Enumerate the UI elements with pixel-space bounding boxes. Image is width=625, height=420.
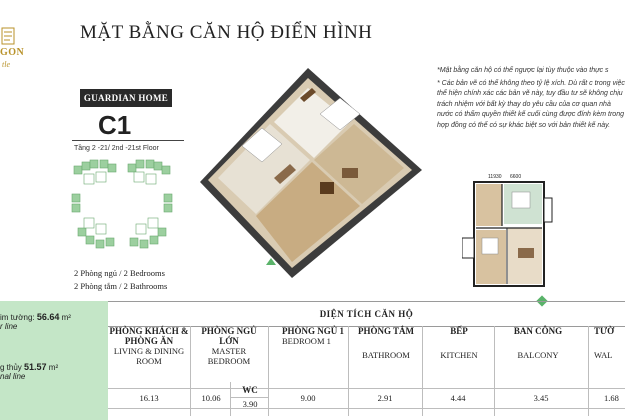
col-wall [594, 326, 625, 360]
floor-plan-3d [190, 62, 430, 280]
col-bathroom-vi: PHÒNG TẮM [357, 326, 415, 336]
col-kitchen [424, 326, 494, 360]
value-bathroom: 2.91 [377, 393, 393, 403]
col-master-en: MASTER BEDROOM [207, 346, 251, 366]
brand-bar: GUARDIAN HOME [80, 89, 172, 107]
net-area [0, 362, 58, 372]
col-bathroom-en: BATHROOM [362, 350, 410, 360]
wc-label: WC [242, 385, 258, 395]
value-living: 16.13 [139, 393, 159, 403]
logo-subtitle: tle [2, 60, 10, 69]
value-wall: 1.68 [604, 393, 619, 403]
dim-right: 6600 [510, 174, 522, 180]
floor-plan-2d [462, 178, 562, 294]
col-master [192, 326, 266, 366]
divider [72, 140, 184, 141]
col-wall-vi: TƯỜ [594, 326, 615, 336]
gross-area-en: r line [0, 322, 18, 331]
building-key-plan [70, 158, 185, 258]
col-kitchen-vi: BẾP [450, 326, 468, 336]
row-divider [108, 408, 625, 409]
col-bathroom [350, 326, 422, 360]
wc-divider [230, 397, 268, 398]
floor-range: Tầng 2 -21/ 2nd -21st Floor [74, 145, 159, 152]
net-area-label: g thủy [0, 363, 25, 372]
col-wall-en: WAL [594, 350, 613, 360]
col-kitchen-en: KITCHEN [440, 350, 478, 360]
bedrooms-count: 2 Phòng ngủ / 2 Bedrooms [74, 268, 165, 278]
col-balcony-en: BALCONY [517, 350, 559, 360]
col-living-en: LIVING & DINING ROOM [113, 346, 185, 366]
bathrooms-count: 2 Phòng tắm / 2 Bathrooms [74, 281, 168, 291]
row-divider [108, 388, 625, 389]
gross-area-label: im tường: [0, 313, 37, 322]
north-arrow [266, 258, 276, 265]
table-header: DIỆN TÍCH CĂN HỘ [108, 301, 625, 327]
col-living [108, 326, 190, 366]
col-divider [190, 326, 191, 416]
col-bedroom1-vi: PHÒNG NGỦ 1 [282, 326, 344, 336]
gross-area-value: 56.64 [36, 312, 60, 322]
value-balcony: 3.45 [533, 393, 549, 403]
col-master-vi: PHÒNG NGỦ LỚN [201, 326, 257, 346]
col-bedroom1 [270, 326, 348, 346]
note-1: *Mặt bằng căn hộ có thể ngược lại tùy thuộc vào thực s [437, 67, 609, 74]
col-balcony [496, 326, 580, 360]
value-master: 10.06 [201, 393, 221, 403]
unit-code: C1 [98, 110, 132, 140]
gross-area-unit: m² [61, 313, 71, 322]
note-2: * Các bản vẽ có thể không theo tỷ lệ xích. Dù rất c trong việc thể hiện chính xác các bản vẽ này, tuy đầu tư sẽ không chịu trách nhiệm với bất kỳ thay do yêu cầu của cơ quan nhà nước có thẩm quyền thiết kế cuối cùng được đính kèm trong hợp đồng có thể có sự khác biệt so với bản thiết kế này. [437, 79, 625, 129]
col-bedroom1-en: BEDROOM 1 [282, 336, 331, 346]
net-area-en: nal line [0, 372, 26, 381]
col-balcony-vi: BAN CÔNG [513, 326, 563, 336]
dim-left: 11930 [488, 174, 502, 180]
logo-wordmark: GON [0, 47, 25, 58]
net-area-value: 51.57 [24, 362, 47, 372]
page-title: MẶT BẰNG CĂN HỘ ĐIỂN HÌNH [80, 22, 373, 43]
gross-area [0, 312, 71, 322]
value-kitchen: 4.44 [450, 393, 466, 403]
col-divider [588, 326, 589, 416]
disclaimer-notes [437, 66, 625, 133]
wc-value: 3.90 [242, 399, 258, 409]
col-living-vi: PHÒNG KHÁCH & PHÒNG ĂN [109, 326, 189, 346]
value-bedroom1: 9.00 [300, 393, 316, 403]
wc-divider [230, 382, 231, 416]
net-area-unit: m² [48, 363, 59, 372]
